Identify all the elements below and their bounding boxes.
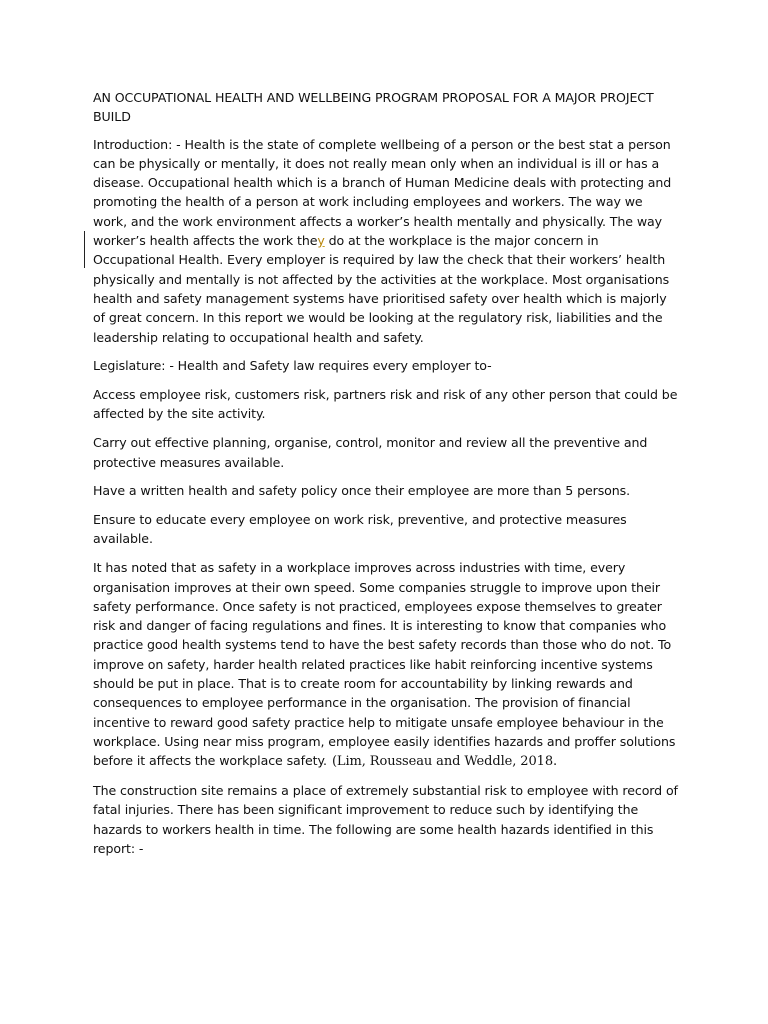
document-title: AN OCCUPATIONAL HEALTH AND WELLBEING PROGRAM PROPOSAL FOR A MAJOR PROJECT BUILD (93, 90, 654, 125)
construction-paragraph: The construction site remains a place of extremely substantial risk to employee with record of fatal injuries. There has been significant improvement to reduce such by identifying the hazards to workers health in time. The following are some health hazards identified in this report: - (93, 783, 678, 856)
safety-paragraph (93, 558, 678, 771)
requirement-item-4: Ensure to educate every employee on work risk, preventive, and protective measures available. (93, 512, 627, 547)
requirement-item-1: Access employee risk, customers risk, partners risk and risk of any other person that could be affected by the site activity. (93, 387, 678, 422)
introduction-text-part-1: Introduction: - Health is the state of complete wellbeing of a person or the best stat a person can be physically or mentally, it does not really mean only when an individual is ill or has a disease. Occupational health which is a branch of Human Medicine deals with protecting and promoting the health of a person at work including employees and workers. The way we work, and the work environment affects a worker’s health mentally and physically. The way worker’s health affects the work the (93, 136, 672, 249)
document-page (93, 88, 678, 868)
introduction-paragraph (93, 135, 678, 347)
introduction-text-part-2: do at the workplace is the major concern in Occupational Health. Every employer is required by law the check that their workers’ health physically and mentally is not affected by the activities at the workplace. Most organisations health and safety management systems have prioritised safety over health which is majorly of great concern. In this report we would be looking at the regulatory risk, liabilities and the leadership relating to occupational health and safety. (93, 233, 670, 345)
legislature-paragraph: Legislature: - Health and Safety law requires every employer to- (93, 358, 492, 374)
tracked-change-mark: y (317, 233, 325, 249)
citation: (Lim, Rousseau and Weddle, 2018. (331, 754, 558, 770)
requirement-item-2: Carry out effective planning, organise, control, monitor and review all the preventive and protective measures available. (93, 435, 648, 470)
safety-text: It has noted that as safety in a workplace improves across industries with time, every organisation improves at their own speed. Some companies struggle to improve upon their safety performance. Once safety is not practiced, employees expose themselves to greater risk and danger of facing regulations and fines. It is interesting to know that companies who practice good health systems tend to have the best safety records than those who do not. To improve on safety, harder health related practices like habit reinforcing incentive systems should be put in place. That is to create room for accountability by linking rewards and consequences to employee performance in the organisation. The provision of financial incentive to reward good safety practice help to mitigate unsafe employee behaviour in the workplace. Using near miss program, employee easily identifies hazards and proffer solutions before it affects the workplace safety. (93, 560, 676, 769)
revision-change-bar (84, 231, 85, 268)
requirement-item-3: Have a written health and safety policy once their employee are more than 5 persons. (93, 483, 631, 499)
